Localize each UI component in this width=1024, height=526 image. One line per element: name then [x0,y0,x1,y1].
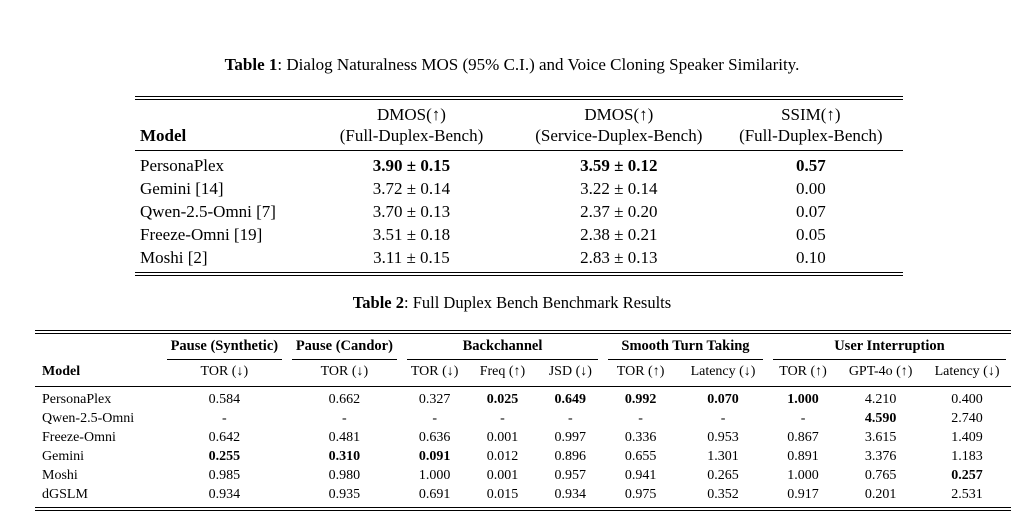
value-cell: 0.975 [624,487,657,502]
value-cell: 0.091 [418,449,451,464]
value-cell: 0.025 [486,392,519,407]
table1 [135,96,903,276]
column-header: TOR (↑) [768,360,838,387]
value-cell: 0.941 [624,468,657,483]
value-cell: 3.59 ± 0.12 [580,156,658,175]
table-row [135,200,903,223]
value-cell: 0.662 [328,392,361,407]
model-cell: dGSLM [42,487,88,502]
value-cell: 0.953 [707,430,739,445]
value-cell: 4.210 [864,392,897,407]
value-cell: 2.37 ± 0.20 [580,202,658,221]
column-header: Latency (↓) [678,360,768,387]
table2-header-groups [35,332,1011,360]
table2-caption [0,293,1024,313]
value-cell: 0.257 [951,468,983,483]
value-cell: - [800,411,806,426]
table-row [135,223,903,246]
value-cell: 0.649 [554,392,587,407]
value-cell: 0.691 [418,487,451,502]
table-row [135,246,903,274]
table2-container [35,330,1011,511]
value-cell: 3.72 ± 0.14 [372,179,451,198]
table2-caption-label: Table 2 [352,293,404,312]
value-cell: 0.891 [787,449,819,464]
model-cell: Moshi [2] [140,248,208,267]
model-cell: Freeze-Omni [19] [140,225,263,244]
value-cell: 3.51 ± 0.18 [372,225,451,244]
value-cell: 0.896 [554,449,587,464]
value-cell: - [720,411,726,426]
model-cell: PersonaPlex [140,156,225,175]
table1-header-row [135,98,903,151]
value-cell: 0.10 [795,248,826,267]
value-cell: 0.917 [787,487,819,502]
value-cell: 0.992 [624,392,657,407]
value-cell: 0.934 [554,487,587,502]
column-header: TOR (↓) [162,360,287,387]
value-cell: 2.531 [951,487,983,502]
value-cell: 0.05 [795,225,826,244]
value-cell: - [222,411,227,426]
value-cell: 2.740 [951,411,983,426]
value-cell: 2.38 ± 0.21 [580,225,658,244]
table2-body [35,387,1011,510]
value-cell: 0.642 [208,430,241,445]
column-header: Latency (↓) [923,360,1011,387]
table-row [35,485,1011,509]
model-cell: Gemini [14] [140,179,224,198]
column-group-label: Smooth Turn Taking [608,338,763,360]
value-cell: 0.265 [707,468,739,483]
value-cell: 0.584 [208,392,241,407]
value-cell: 1.409 [951,430,983,445]
value-cell: 0.957 [554,468,587,483]
model-cell: Gemini [42,449,84,464]
column-header-dmos-fdb [304,98,519,151]
column-header-line1: SSIM(↑) [781,105,841,124]
table2-caption-text: : Full Duplex Bench Benchmark Results [404,293,672,312]
value-cell: 0.57 [795,156,826,175]
value-cell: 0.336 [624,430,657,445]
table1-header [135,98,903,151]
value-cell: 1.000 [418,468,451,483]
model-cell: Qwen-2.5-Omni [42,411,135,426]
value-cell: 0.001 [486,430,519,445]
model-cell: Freeze-Omni [42,430,116,445]
table2-header [35,332,1011,387]
table-row [35,447,1011,466]
value-cell: 3.615 [864,430,897,445]
value-cell: 0.001 [486,468,519,483]
column-header-line2: (Full-Duplex-Bench) [339,126,484,145]
column-group-label: Backchannel [407,338,598,360]
table2 [35,330,1011,511]
table-row [35,409,1011,428]
column-header-line2: (Service-Duplex-Bench) [535,126,703,145]
value-cell: 3.90 ± 0.15 [372,156,451,175]
table-row [135,151,903,178]
value-cell: 1.000 [787,468,819,483]
table-row [135,177,903,200]
value-cell: - [567,411,573,426]
column-header-line1: DMOS(↑) [584,105,654,124]
value-cell: 3.376 [864,449,897,464]
table-row [35,466,1011,485]
value-cell: 0.201 [864,487,897,502]
value-cell: 0.00 [795,179,826,198]
column-header-ssim-fdb [719,98,903,151]
value-cell: - [500,411,505,426]
column-header: GPT-4o (↑) [838,360,923,387]
value-cell: 0.636 [418,430,451,445]
value-cell: 3.22 ± 0.14 [580,179,658,198]
column-header-line2: (Full-Duplex-Bench) [739,126,883,145]
value-cell: 0.012 [486,449,519,464]
column-group-label: Pause (Candor) [292,338,397,360]
value-cell: 3.70 ± 0.13 [372,202,451,221]
table1-caption-text: : Dialog Naturalness MOS (95% C.I.) and Voice Cloning Speaker Similarity. [277,55,800,74]
column-header-dmos-sdb [519,98,719,151]
table-row [35,428,1011,447]
value-cell: 0.980 [328,468,361,483]
value-cell: 0.765 [864,468,897,483]
value-cell: 0.327 [418,392,451,407]
column-header-model: Model [135,98,304,151]
value-cell: 0.935 [328,487,361,502]
value-cell: 0.310 [328,449,361,464]
column-group-header [162,332,287,360]
value-cell: 1.000 [787,392,819,407]
value-cell: 0.015 [486,487,519,502]
value-cell: 1.301 [707,449,739,464]
value-cell: 3.11 ± 0.15 [373,248,450,267]
column-group-header [287,332,402,360]
value-cell: - [638,411,643,426]
column-group-header [603,332,768,360]
value-cell: 0.400 [951,392,983,407]
value-cell: - [432,411,437,426]
column-header: TOR (↑) [603,360,678,387]
table1-container [135,96,903,276]
table1-body [135,151,903,275]
column-group-label: Pause (Synthetic) [167,338,282,360]
table2-header-cols [35,360,1011,387]
model-cell: Qwen-2.5-Omni [7] [140,202,276,221]
table1-caption-label: Table 1 [224,55,278,74]
value-cell: 0.934 [208,487,241,502]
model-cell: PersonaPlex [42,392,112,407]
value-cell: 0.352 [707,487,739,502]
column-header: JSD (↓) [538,360,603,387]
value-cell: 1.183 [951,449,983,464]
value-cell: - [342,411,347,426]
value-cell: 0.867 [787,430,819,445]
value-cell: 0.997 [554,430,587,445]
column-header-line1: DMOS(↑) [376,105,446,124]
column-group-header [402,332,603,360]
table-row [35,387,1011,410]
column-header: TOR (↓) [402,360,467,387]
value-cell: 2.83 ± 0.13 [580,248,658,267]
model-cell: Moshi [42,468,78,483]
value-cell: 0.070 [707,392,739,407]
value-cell: 0.985 [208,468,241,483]
column-header-model: Model [35,332,162,387]
value-cell: 0.255 [208,449,241,464]
column-header: TOR (↓) [287,360,402,387]
column-group-header [768,332,1011,360]
value-cell: 0.481 [328,430,361,445]
value-cell: 4.590 [864,411,897,426]
column-group-label: User Interruption [773,338,1006,360]
value-cell: 0.07 [795,202,826,221]
column-header: Freq (↑) [467,360,537,387]
table1-caption [0,55,1024,75]
value-cell: 0.655 [624,449,657,464]
